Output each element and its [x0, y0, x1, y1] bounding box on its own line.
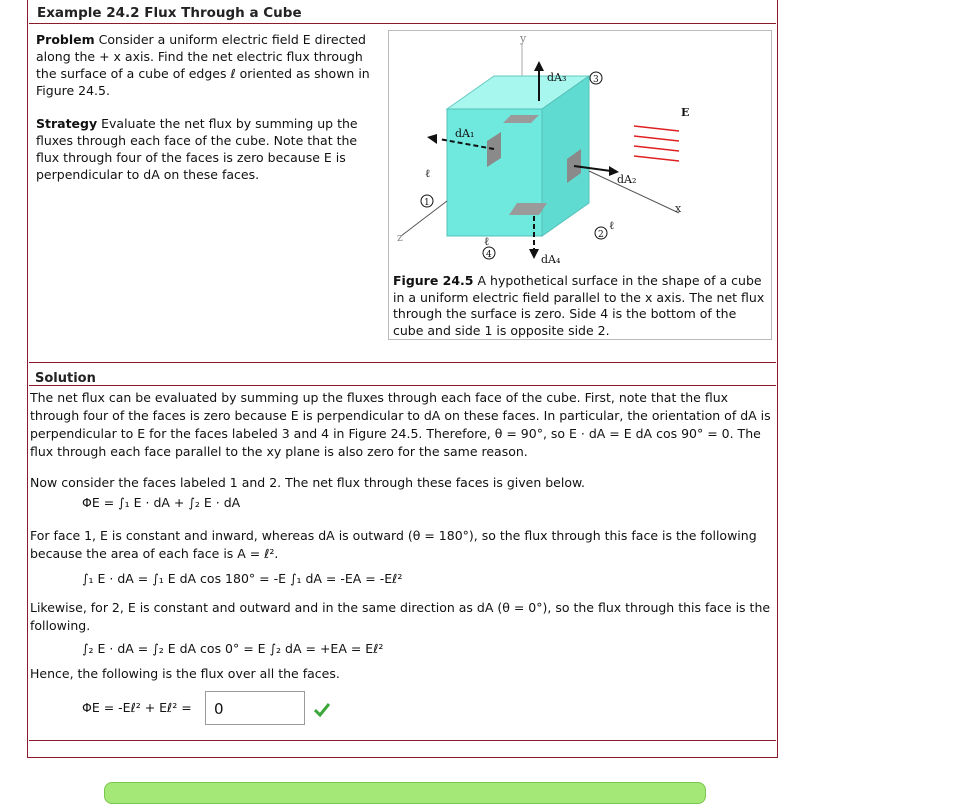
strategy-section	[36, 115, 378, 183]
dA3-arrowhead	[534, 61, 544, 71]
solution-paragraph-1: The net flux can be evaluated by summing up the fluxes through each face of the cube. First, note that the flux through four of the faces is zero because E is perpendicular to dA on these faces. In particular, the orientation of dA is perpendicular to E for the faces labeled 3 and 4 in Figure 24.5. Therefore, θ = 90°, so E · dA = E dA cos 90° = 0. The flux through each face parallel to the xy plane is also zero for the same reason.	[30, 390, 771, 459]
label-dA1: dA₁	[455, 127, 475, 140]
problem-section	[36, 31, 378, 99]
solution-header	[29, 362, 776, 386]
equation-face-2: ∫₂ E · dA = ∫₂ E dA cos 0° = E ∫₂ dA = +EA = Eℓ²	[82, 641, 384, 656]
marker-1: 1	[424, 198, 430, 208]
label-y: y	[520, 32, 527, 45]
label-l-left: ℓ	[425, 167, 431, 180]
answer-value: 0	[214, 700, 224, 718]
label-l-bottom: ℓ	[484, 235, 490, 248]
panel-bottom	[29, 740, 776, 755]
label-dA3: dA₃	[547, 71, 567, 84]
figure-caption	[393, 273, 769, 339]
label-z: z	[397, 231, 403, 244]
label-E: E	[681, 106, 690, 119]
dA4-arrowhead	[529, 249, 539, 259]
equation-net-flux: ΦE = ∫₁ E · dA + ∫₂ E · dA	[82, 495, 241, 510]
solution-paragraph-5: Hence, the following is the flux over all the faces.	[30, 666, 340, 681]
solution-paragraph-3: For face 1, E is constant and inward, whereas dA is outward (θ = 180°), so the flux through this face is the following because the area of each face is A = ℓ².	[30, 528, 757, 561]
label-dA2: dA₂	[617, 173, 637, 186]
example-title: Example 24.2 Flux Through a Cube	[37, 5, 302, 21]
marker-2: 2	[598, 230, 604, 240]
label-dA4: dA₄	[541, 253, 561, 266]
solution-paragraph-2: Now consider the faces labeled 1 and 2. The net flux through these faces is given below.	[30, 475, 586, 490]
solution-heading: Solution	[35, 371, 96, 386]
marker-4: 4	[486, 250, 492, 260]
equation-face-1: ∫₁ E · dA = ∫₁ E dA cos 180° = -E ∫₁ dA = -EA = -Eℓ²	[82, 571, 403, 586]
field-arrows	[634, 126, 679, 161]
strategy-label: Strategy	[36, 116, 98, 131]
dA1-arrowhead	[427, 134, 437, 144]
solution-paragraph-4: Likewise, for 2, E is constant and outward and in the same direction as dA (θ = 0°), so the flux through this face is the following.	[30, 600, 771, 633]
equation-total-flux: ΦE = -Eℓ² + Eℓ² =	[82, 700, 192, 715]
problem-label: Problem	[36, 32, 95, 47]
title-bar	[29, 0, 776, 24]
submit-bar[interactable]	[104, 782, 706, 804]
label-l-right: ℓ	[609, 219, 615, 232]
marker-3: 3	[593, 75, 599, 85]
figure-caption-text: A hypothetical surface in the shape of a cube in a uniform electric field parallel to the x axis. The net flux through the surface is zero. Side 4 is the bottom of the cube and side 1 is opposite side 2.	[393, 273, 765, 338]
label-x: x	[675, 202, 682, 215]
check-icon	[314, 703, 330, 717]
problem-text: Consider a uniform electric field E directed along the + x axis. Find the net electric flux through the surface of a cube of edges ℓ oriented as shown in Figure 24.5.	[36, 32, 370, 98]
figure-caption-label: Figure 24.5	[393, 273, 474, 288]
strategy-text: Evaluate the net flux by summing up the fluxes through each face of the cube. Note that the flux through four of the faces is zero because E is perpendicular to dA on these faces.	[36, 116, 358, 182]
answer-input[interactable]	[205, 691, 305, 725]
cube-diagram	[389, 31, 771, 271]
